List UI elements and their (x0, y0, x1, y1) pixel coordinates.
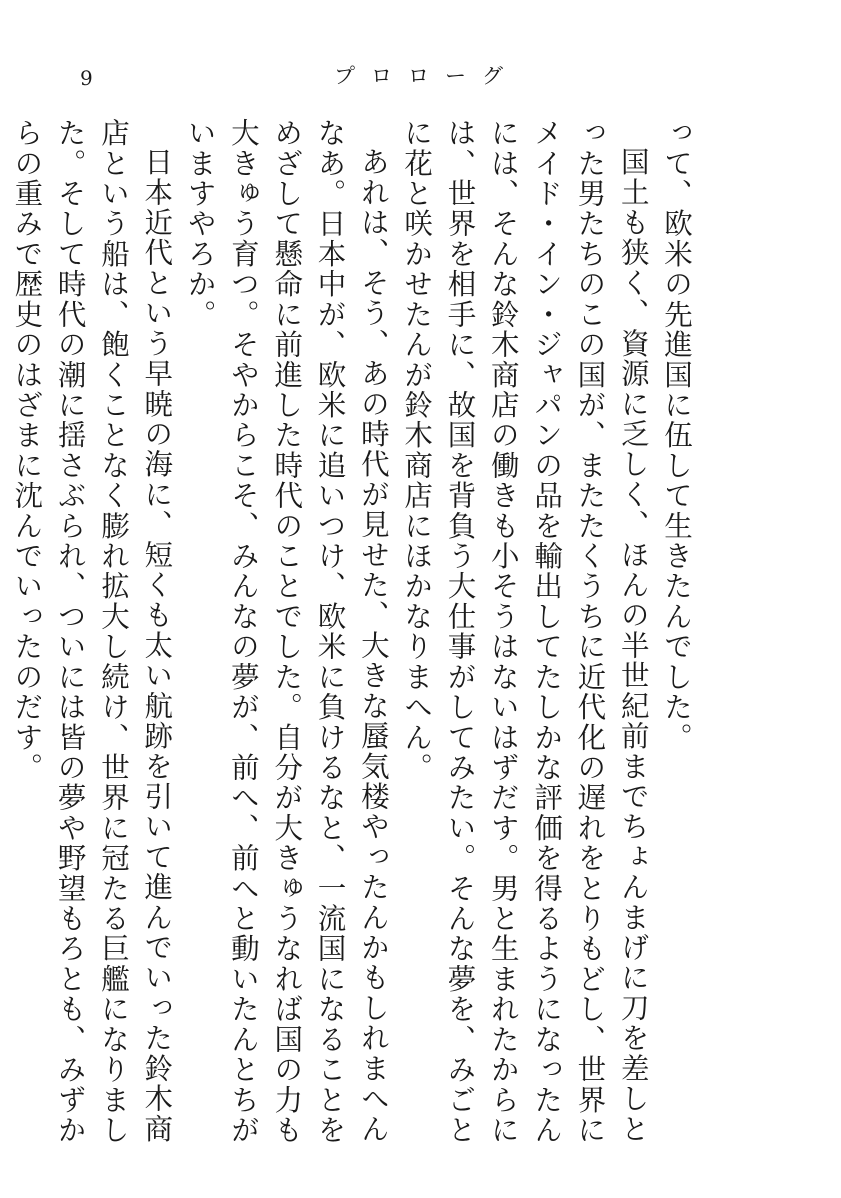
paragraph (0, 118, 5, 1148)
page-number: 9 (80, 66, 93, 90)
paragraph: 日本近代という早暁の海に、短くも太い航跡を引いて進んでいった鈴木商店という船は、飽くことなく膨れ拡大し続け、世界に冠たる巨艦になりました。そして時代の潮に揺さぶられ、ついには皆の夢や野望もろとも、みずからの重みで歴史のはざまに沈んでいったのだす。 (10, 118, 174, 1146)
paragraph: 国土も狭く、資源に乏しく、ほんの半世紀前までちょんまげに刀を差しとった男たちのこの国が、またたくうちに近代化の遅れをとりもどし、世界にメイド・イン・ジャパンの品を輸出してたしかな評価を得るようになったんには、そんな鈴木商店の働きも小そうはないはずだす。男と生まれたからには、世界を相手に、故国を背負う大仕事がしてみたい。そんな夢を、みごとに花と咲かせたんが鈴木商店にほかなりまへん。 (400, 118, 650, 1146)
paragraph: って、欧米の先進国に伍して生きたんでした。 (660, 118, 693, 753)
paragraph: あれは、そう、あの時代が見せた、大きな蜃気楼やったんかもしれまへんなあ。日本中が、欧米に追いつけ、欧米に負けるなと、一流国になることをめざして懸命に前進した時代のことでした。自分が大きゅうなれば国の力も大きゅう育つ。そやからこそ、みんなの夢が、前へ、前へと動いたんとちがいますやろか。 (183, 118, 390, 1146)
body-text (10, 118, 698, 1148)
running-head: プロローグ (334, 64, 519, 88)
